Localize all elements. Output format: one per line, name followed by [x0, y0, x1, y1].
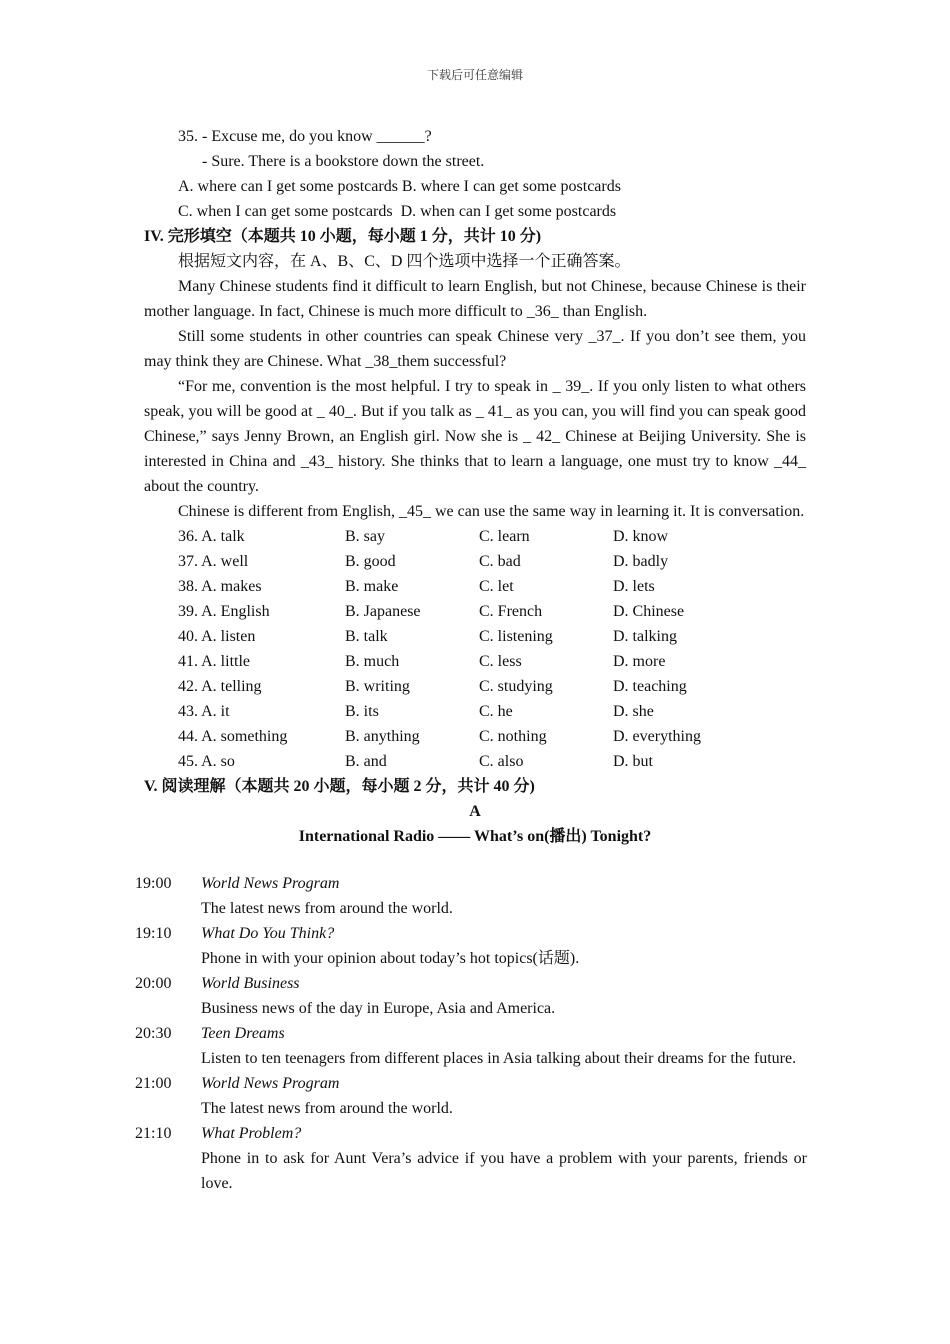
program-row — [135, 921, 807, 971]
option-45-d: D. but — [613, 753, 653, 770]
option-37-d: D. badly — [613, 553, 669, 570]
program-time: 20:30 — [135, 1025, 172, 1042]
option-36-b: B. say — [345, 528, 385, 545]
option-43-c: C. he — [479, 703, 513, 720]
option-45-b: B. and — [345, 753, 387, 770]
option-38-b: B. make — [345, 578, 399, 595]
program-row — [135, 1071, 807, 1121]
program-title: What Do You Think? — [201, 925, 335, 942]
program-desc: The latest news from around the world. — [201, 1100, 453, 1117]
option-40-a: 40. A. listen — [178, 628, 256, 645]
option-42-a: 42. A. telling — [178, 678, 262, 695]
option-39-c: C. French — [479, 603, 543, 620]
program-desc: Phone in with your opinion about today’s hot topics(话题). — [201, 950, 580, 967]
option-36-c: C. learn — [479, 528, 530, 545]
cloze-options — [144, 524, 806, 774]
section5-title: V. 阅读理解（本题共 20 小题，每小题 2 分，共计 40 分) — [144, 778, 535, 795]
option-38-c: C. let — [479, 578, 514, 595]
option-42-d: D. teaching — [613, 678, 687, 695]
program-time: 21:10 — [135, 1125, 172, 1142]
program-desc: Listen to ten teenagers from different places in Asia talking about their dreams for the future. — [201, 1050, 797, 1067]
program-row — [135, 971, 807, 1021]
option-44-a: 44. A. something — [178, 728, 288, 745]
option-40-c: C. listening — [479, 628, 553, 645]
option-40-d: D. talking — [613, 628, 677, 645]
cloze-paragraph: “For me, convention is the most helpful. I try to speak in _ 39_. If you only listen to what others speak, you will be good at _ 40_. But if you talk as _ 41_ as you can, you will find you can speak good Chinese,” says Jenny Brown, an English girl. Now she is _ 42_ Chinese at Beijing University. She is interested in China and _43_ history. She thinks that to learn a language, one must try to know _44_ about the country. — [144, 378, 806, 495]
option-40-b: B. talk — [345, 628, 388, 645]
page-header: 下载后可任意编辑 — [426, 68, 523, 82]
program-title: Teen Dreams — [201, 1025, 285, 1042]
q35-reply: - Sure. There is a bookstore down the street. — [202, 153, 485, 170]
passage-label: A — [469, 803, 481, 820]
program-time: 20:00 — [135, 975, 172, 992]
cloze-paragraph: Still some students in other countries can speak Chinese very _37_. If you don’t see them, you may think they are Chinese. What _38_them successful? — [144, 328, 806, 370]
option-39-d: D. Chinese — [613, 603, 685, 620]
option-45-c: C. also — [479, 753, 524, 770]
option-37-b: B. good — [345, 553, 396, 570]
option-41-c: C. less — [479, 653, 522, 670]
q35-options-cd: C. when I can get some postcards D. when can I get some postcards — [178, 203, 617, 220]
option-41-d: D. more — [613, 653, 666, 670]
option-41-a: 41. A. little — [178, 653, 250, 670]
option-37-a: 37. A. well — [178, 553, 249, 570]
radio-schedule — [135, 871, 807, 1196]
program-row — [135, 1021, 807, 1071]
program-desc: Phone in to ask for Aunt Vera’s advice if you have a problem with your parents, friends or love. — [201, 1150, 807, 1192]
option-45-a: 45. A. so — [178, 753, 235, 770]
q35-options-ab: A. where can I get some postcards B. where I can get some postcards — [178, 178, 621, 195]
option-36-a: 36. A. talk — [178, 528, 245, 545]
option-42-b: B. writing — [345, 678, 410, 695]
cloze-paragraph: Chinese is different from English, _45_ we can use the same way in learning it. It is conversation. — [178, 503, 805, 520]
section4-instruction: 根据短文内容，在 A、B、C、D 四个选项中选择一个正确答案。 — [178, 253, 631, 270]
option-44-b: B. anything — [345, 728, 420, 745]
option-44-c: C. nothing — [479, 728, 547, 745]
option-39-a: 39. A. English — [178, 603, 270, 620]
exam-page — [144, 124, 806, 849]
option-41-b: B. much — [345, 653, 400, 670]
option-36-d: D. know — [613, 528, 669, 545]
cloze-paragraph: Many Chinese students find it difficult to learn English, but not Chinese, because Chinese is their mother language. In fact, Chinese is much more difficult to _36_ than English. — [144, 278, 806, 320]
program-desc: The latest news from around the world. — [201, 900, 453, 917]
program-time: 21:00 — [135, 1075, 172, 1092]
option-44-d: D. everything — [613, 728, 701, 745]
option-39-b: B. Japanese — [345, 603, 421, 620]
option-43-d: D. she — [613, 703, 654, 720]
program-desc: Business news of the day in Europe, Asia and America. — [201, 1000, 556, 1017]
program-title: What Problem? — [201, 1125, 302, 1142]
q35-question: 35. - Excuse me, do you know ______? — [178, 128, 432, 145]
program-row — [135, 871, 807, 921]
program-title: World News Program — [201, 875, 340, 892]
article-title: International Radio —— What’s on(播出) Tonight? — [298, 828, 652, 845]
option-37-c: C. bad — [479, 553, 521, 570]
option-38-d: D. lets — [613, 578, 655, 595]
section4-title: IV. 完形填空（本题共 10 小题，每小题 1 分，共计 10 分) — [144, 228, 542, 245]
program-time: 19:00 — [135, 875, 172, 892]
option-43-a: 43. A. it — [178, 703, 230, 720]
option-43-b: B. its — [345, 703, 379, 720]
program-row — [135, 1121, 807, 1196]
program-time: 19:10 — [135, 925, 172, 942]
option-38-a: 38. A. makes — [178, 578, 262, 595]
program-title: World News Program — [201, 1075, 340, 1092]
program-title: World Business — [201, 975, 300, 992]
option-42-c: C. studying — [479, 678, 553, 695]
